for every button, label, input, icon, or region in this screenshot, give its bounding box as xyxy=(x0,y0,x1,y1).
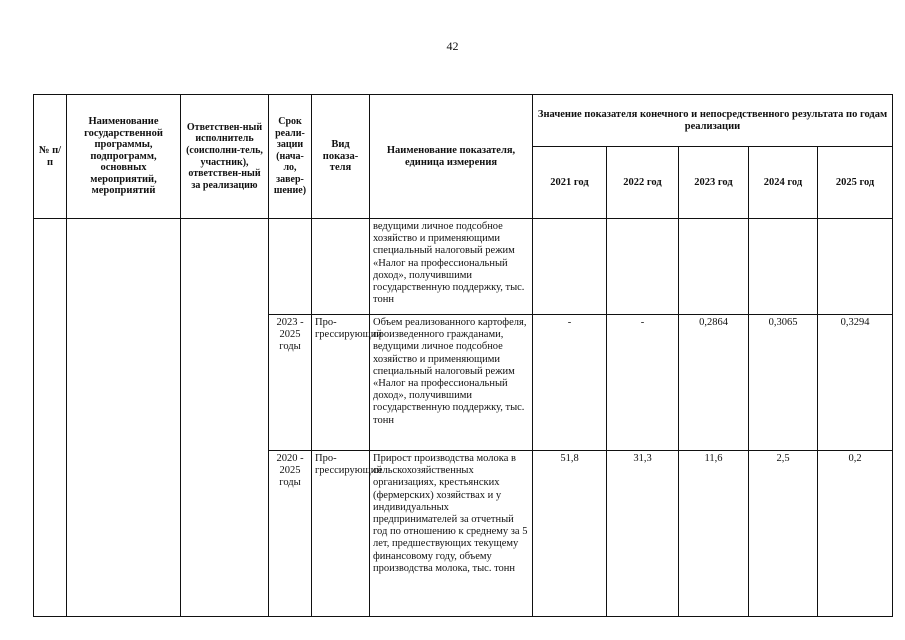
cell-value xyxy=(679,219,749,315)
cell-period xyxy=(269,219,312,315)
table-row xyxy=(34,219,893,315)
cell-value: 0,3065 xyxy=(749,315,818,451)
cell-value: 11,6 xyxy=(679,451,749,617)
cell-period: 2023 - 2025 годы xyxy=(269,315,312,451)
indicators-table xyxy=(33,94,893,617)
cell-value: 51,8 xyxy=(533,451,607,617)
header-values-group: Значение показателя конечного и непосредственного результата по годам реализации xyxy=(533,95,893,147)
header-indicator-name: Наименование показателя, единица измерения xyxy=(370,95,533,219)
header-year: 2024 год xyxy=(749,147,818,219)
header-year: 2023 год xyxy=(679,147,749,219)
cell-value: 2,5 xyxy=(749,451,818,617)
cell-value xyxy=(749,219,818,315)
header-period: Срок реали-зации (нача-ло, завер-шение) xyxy=(269,95,312,219)
cell-indicator-name: Объем реализованного картофеля, произведенного гражданами, ведущими личное подсобное хозяйство и применяющими специальный налоговый режим «Налог на профессиональный доход», получившими государственную поддержку, тыс. тонн xyxy=(370,315,533,451)
cell-num xyxy=(34,219,67,617)
cell-value: - xyxy=(607,315,679,451)
header-responsible: Ответствен-ный исполнитель (соисполни-тель, участник), ответствен-ный за реализацию xyxy=(181,95,269,219)
cell-value xyxy=(533,219,607,315)
cell-indicator-name: ведущими личное подсобное хозяйство и применяющими специальный налоговый режим «Налог на профессиональный доход», получившими государственную поддержку, тыс. тонн xyxy=(370,219,533,315)
cell-responsible xyxy=(181,219,269,617)
header-row-1 xyxy=(34,95,893,147)
cell-value xyxy=(607,219,679,315)
header-year: 2022 год xyxy=(607,147,679,219)
cell-value: 0,2864 xyxy=(679,315,749,451)
cell-value xyxy=(818,219,893,315)
cell-value: 31,3 xyxy=(607,451,679,617)
cell-value: 0,3294 xyxy=(818,315,893,451)
cell-type: Про-грессирующий xyxy=(312,315,370,451)
cell-indicator-name: Прирост производства молока в сельскохозяйственных организациях, крестьянских (фермерских) хозяйствах и у индивидуальных предпринимателей за отчетный год по отношению к среднему за 5 лет, предшествующих текущему финансовому году, объему производства молока, тыс. тонн xyxy=(370,451,533,617)
cell-program xyxy=(67,219,181,617)
cell-period: 2020 - 2025 годы xyxy=(269,451,312,617)
header-year: 2021 год xyxy=(533,147,607,219)
cell-value: - xyxy=(533,315,607,451)
header-num: № п/п xyxy=(34,95,67,219)
header-year: 2025 год xyxy=(818,147,893,219)
cell-type: Про-грессирующий xyxy=(312,451,370,617)
header-indicator-type: Вид показа-теля xyxy=(312,95,370,219)
page-number: 42 xyxy=(446,39,459,53)
cell-value: 0,2 xyxy=(818,451,893,617)
header-program: Наименование государственной программы, подпрограмм, основных мероприятий, мероприятий xyxy=(67,95,181,219)
cell-type xyxy=(312,219,370,315)
